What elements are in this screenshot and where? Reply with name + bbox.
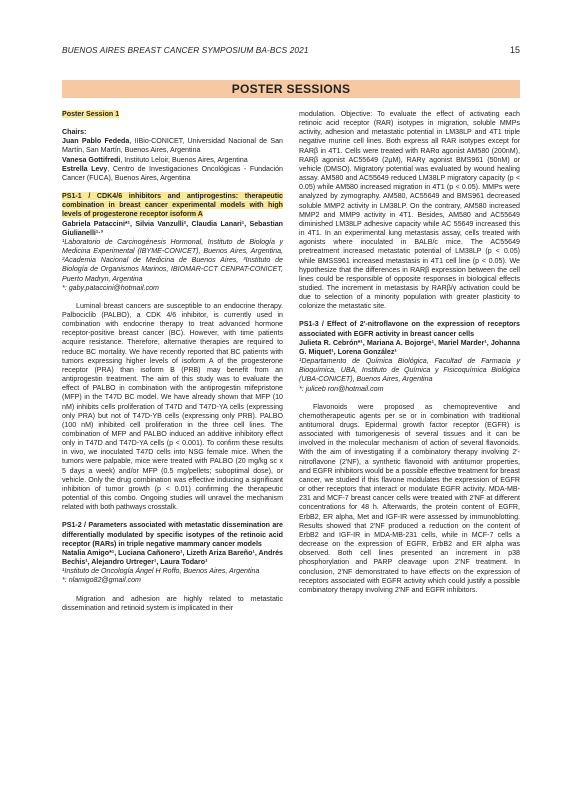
abstract-2-affiliations: ¹Instituto de Oncología Ángel H Roffo, Buenos Aires, Argentina <box>62 567 260 576</box>
abstract-3-body: Flavonoids were proposed as chemopreventive and chemotherapeutic agents per se or in combination with traditional antitumoral drugs. Epidermal growth factor receptor (EGFR) is associated with tumorigenesis of several tissues and it can be involved in the molecular mechanism of action of several flavonoids. With the aim of investigating if a combinatory therapy involving 2'-nitroflavone (2'NF), a synthetic flavonoid with antitumor properties, and EGFR inhibitors would be a possible effective treatment for breast cancer, we studied if this flavone modulates the expression of EGFR or other receptors that interact or modulate EGFR activity. MDA-MB-231 and MCF-7 breast cancer cells were treated with 2'NF at different concentrations for 48 h. Afterwards, the protein content of EGFR, ErbB2, ER alpha, Met and IGF-IR were assessed by immunoblotting. Results showed that 2'NF produced a reduction on the content of ErbB2 and IGF-IR in MDA-MB-231 cells, while in MCF-7 cells a decrease on the expression of EGFR, ErbB2 and ER alpha was observed. Both cell lines presented an increment in p38 phosphorylation and PARP cleavage upon 2'NF treatment. In conclusion, 2'NF demonstrated to have effects on the expression of receptors associated with EGFR activity which could justify a possible combinatory therapy involving 2'NF and EGFR inhibitors. <box>299 402 520 594</box>
abstract-3-email: *: juliceb ron@hotmail.com <box>299 384 384 393</box>
abstract-1-body: Luminal breast cancers are susceptible to an endocrine therapy. Palbociclib (PALBO), a CDK 4/6 inhibitor, is currently used in combination with endocrine therapy to treat advanced hormone receptor-positive breast cancer (BC). However, with time patients acquire resistance. Therefore, alternative therapies are required to reduce BC mortality. We have recently reported that BC patients with tumors expressing higher levels of isoform A of the progesterone receptor (PRA) than isoform B (PRB) may benefit from an antiprogestin treatment. The aim of this study was to evaluate the effect of PALBO in combination with the antiprogestin mifepristone (MFP) in the T47D BC model. We have already shown that MFP (10 nM) inhibits cells proliferation of T47D and T47D-YA cells (expressing only PRA) but not of T47D-YB cells (expressing only PRB). PALBO (100 nM) inhibited cell proliferation in the three cell lines. The combination of MFP and PALBO induced an additive inhibitory effect only in T47D and T47D-YA cells (p < 0.001). To confirm these results in vivo, we inoculated T47D cells into NSG female mice. When the tumors were palpable, mice were treated with PALBO (20 mg/kg sc x 5 days a week) and/or MFP (0.5 mg/pellets; suboptimal dose), or vehicle. Only the drug combination was effective inducing a significant inhibition of tumor growth (p < 0.01) confirming the therapeutic potential of this combo. Ongoing studies will unravel the mechanism related with both pathways crosstalk. <box>62 301 283 512</box>
abstract-2-title: PS1-2 / Parameters associated with metastatic dissemination are differentially modulated by specific isotypes of the retinoic acid receptor (RARs) in triple negative mammary cancer models <box>62 521 283 548</box>
chair-2 <box>62 156 283 165</box>
running-title: BUENOS AIRES BREAST CANCER SYMPOSIUM BA-BCS 2021 <box>62 45 309 55</box>
chair-1 <box>62 137 283 155</box>
abstract-1-affiliations: ¹Laboratorio de Carcinogénesis Hormonal, Instituto de Biología y Medicina Experimental (IBYME-CONICET), Buenos Aires, Argentina, ²Academia Nacional de Medicina de Buenos Aires, ³Instituto de Biología de Organismos Marinos, IBIOMAR-CCT CENPAT-CONICET, Puerto Madryn, Argentina <box>62 237 283 283</box>
chair-3 <box>62 165 283 183</box>
chair-3-name: Estrella Levy <box>62 164 108 173</box>
abstract-3-affiliations: ¹Departamento de Química Biológica, Facultad de Farmacia y Bioquímica, UBA, Instituto de Química y Fisicoquímica Biológica (UBA-CONICET), Buenos Aires, Argentina <box>299 357 520 384</box>
abstract-3-title: PS1-3 / Effect of 2'-nitroflavone on the expression of receptors associated with EGFR activity in breast cancer cells <box>299 320 520 338</box>
section-banner: POSTER SESSIONS <box>62 80 520 98</box>
page-number: 15 <box>509 45 520 55</box>
chair-3-affil: , Centro de Investigaciones Oncológicas - Fundación Cancer (FUCA), Buenos Aires, Argentina <box>62 164 283 182</box>
chair-2-name: Vanesa Gottifredi <box>62 155 121 164</box>
abstract-2-email: *: nlamigo82@gmail.com <box>62 576 141 585</box>
session-title: Poster Session 1 <box>62 110 120 118</box>
abstract-1-authors: Gabriela Pataccini*¹, Silvia Vanzulli², Claudia Lanari¹, Sebastian Giulianelli¹·³ <box>62 219 283 237</box>
abstract-2-authors: Natalia Amigo*¹, Luciana Cañonero¹, Lizeth Ariza Bareño¹, Andrés Bechis¹, Alejandro Urtreger¹, Laura Todaro¹ <box>62 548 283 567</box>
right-column <box>299 110 520 595</box>
abstract-2-body-continued: modulation. Objective: To evaluate the effect of activating each retinoic acid receptor (RAR) isotypes in migration, soluble MMPs activity, adhesion and metastatic potential in LM38LP and 4T1 triple negative murine cell lines. Both express all RAR isotypes except for RARβ in 4T1. Cells were treated with RARα agonist AM580 (200nM), RARβ agonist AC55649 (2μM), RARγ agonist BMS961 (50nM) or vehicle (DMSO). Migratory potential was evaluated by wound healing assay. AM580 and AC55649 reduced LM38LP migratory capacity (p < 0.05) while AM580 increased migration in 4T1 (p < 0.05). MMPs were analyzed by zymography. AM580, AC55649 and BMS961 decreased soluble MMP2 activity in LM38LP. On the contrary, AM580 increased MMP2 and MMP9 activity in 4T1. Besides, AM580 and AC55649 diminished LM38LP adhesive capacity while AC 55649 increased this in 4T1. In an experimental lung metastasis assay, cells treated with agonists where inoculated in BALB/c mice. The AC55649 pretreatment increased metastatic potential of LM38LP (p < 0.05) while BMSS961 increased metastasis in 4T1 cell line (p < 0.05). We hypothesize that the differences in RARβ expression between the cell lines could be responsible of opposite responses in biological effects studied. The increment in metastasis by RARβ/γ activation could be due to selection of a minority population with greater plasticity to colonize the metastatic site. <box>299 110 520 311</box>
abstract-1-title: PS1-1 / CDK4/6 inhibitors and antiprogestins: therapeutic combination in breast cancer experimental models with high levels of progesterone receptor isoform A <box>62 192 283 219</box>
chair-2-affil: , Instituto Leloir, Buenos Aires, Argentina <box>120 155 248 164</box>
left-column <box>62 110 283 613</box>
abstract-3-authors: Julieta R. Cebrón*¹, Mariana A. Bojorge¹, Mariel Marder¹, Johanna G. Miquet¹, Lorena González¹ <box>299 338 520 356</box>
chairs-label: Chairs: <box>62 128 87 137</box>
chair-1-name: Juan Pablo Fededa <box>62 137 130 146</box>
abstract-2-body-start: Migration and adhesion are highly related to metastatic dissemination and retinoid system is implicated in their <box>62 594 283 612</box>
abstract-1-email: *: gaby.pataccini@hotmail.com <box>62 283 159 292</box>
chair-1-affil: , IIBio-CONICET, Universidad Nacional de San Martín, San Martín, Buenos Aires, Argentina <box>62 137 284 155</box>
